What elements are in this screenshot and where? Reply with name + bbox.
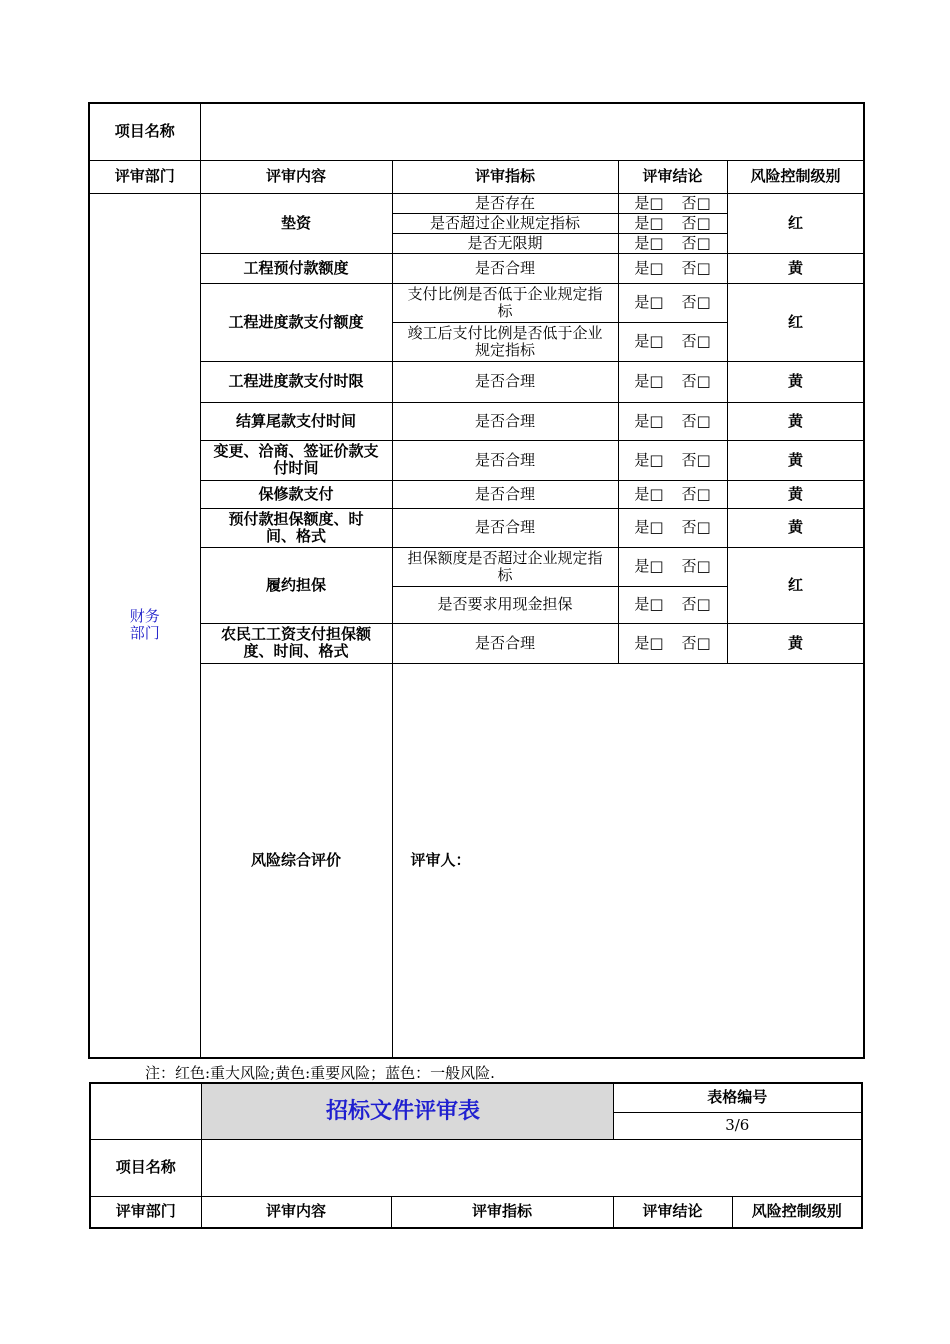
content-performance-guarantee: 履约担保	[200, 547, 392, 623]
indicator: 是否无限期	[392, 233, 618, 253]
reviewer-label: 评审人：	[410, 850, 471, 869]
summary-label: 风险综合评价	[200, 663, 392, 1058]
col-header-dept: 评审部门	[90, 1196, 201, 1228]
form-no-label: 表格编号	[613, 1083, 862, 1112]
risk-level: 红	[727, 547, 864, 623]
col-header-conclusion: 评审结论	[613, 1196, 732, 1228]
conclusion-checkbox[interactable]: 是□ 否□	[618, 253, 727, 283]
indicator: 是否合理	[392, 480, 618, 508]
bid-document-review-table	[89, 1082, 863, 1229]
logo-cell	[90, 1083, 201, 1139]
indicator: 是否要求用现金担保	[392, 586, 618, 623]
conclusion-checkbox[interactable]: 是□ 否□	[618, 440, 727, 480]
conclusion-checkbox[interactable]: 是□ 否□	[618, 322, 727, 361]
content-prepayment-guarantee: 预付款担保额度、时间、格式	[200, 508, 392, 547]
conclusion-checkbox[interactable]: 是□ 否□	[618, 623, 727, 663]
department-finance: 财务部门	[89, 193, 200, 1058]
content-progress-payment-time: 工程进度款支付时限	[200, 361, 392, 402]
content-progress-payment-amount: 工程进度款支付额度	[200, 283, 392, 361]
project-name-value[interactable]	[200, 103, 864, 160]
project-name-label: 项目名称	[89, 103, 200, 160]
form-no-value: 3/6	[613, 1112, 862, 1139]
conclusion-checkbox[interactable]: 是□ 否□	[618, 508, 727, 547]
conclusion-checkbox[interactable]: 是□ 否□	[618, 480, 727, 508]
indicator: 是否合理	[392, 253, 618, 283]
col-header-dept: 评审部门	[89, 160, 200, 193]
col-header-risk-level: 风险控制级别	[727, 160, 864, 193]
conclusion-checkbox[interactable]: 是□ 否□	[618, 402, 727, 440]
risk-level: 红	[727, 193, 864, 253]
risk-level: 黄	[727, 623, 864, 663]
summary-signature-area[interactable]	[392, 663, 864, 1058]
risk-level: 红	[727, 283, 864, 361]
col-header-content: 评审内容	[200, 160, 392, 193]
risk-color-note: 注：红色:重大风险;黄色:重要风险；蓝色：一般风险.	[145, 1064, 495, 1082]
risk-level: 黄	[727, 402, 864, 440]
conclusion-checkbox[interactable]: 是□ 否□	[618, 233, 727, 253]
conclusion-checkbox[interactable]: 是□ 否□	[618, 547, 727, 586]
conclusion-checkbox[interactable]: 是□ 否□	[618, 283, 727, 322]
indicator: 是否合理	[392, 623, 618, 663]
conclusion-checkbox[interactable]: 是□ 否□	[618, 361, 727, 402]
col-header-indicator: 评审指标	[391, 1196, 613, 1228]
indicator: 是否合理	[392, 440, 618, 480]
conclusion-checkbox[interactable]: 是□ 否□	[618, 586, 727, 623]
content-wage-guarantee: 农民工工资支付担保额度、时间、格式	[200, 623, 392, 663]
indicator: 是否合理	[392, 361, 618, 402]
indicator: 竣工后支付比例是否低于企业规定指标	[392, 322, 618, 361]
conclusion-checkbox[interactable]: 是□ 否□	[618, 213, 727, 233]
conclusion-checkbox[interactable]: 是□ 否□	[618, 193, 727, 213]
indicator: 担保额度是否超过企业规定指标	[392, 547, 618, 586]
risk-level: 黄	[727, 508, 864, 547]
indicator: 是否存在	[392, 193, 618, 213]
content-warranty-payment: 保修款支付	[200, 480, 392, 508]
content-prepayment: 工程预付款额度	[200, 253, 392, 283]
project-name-value[interactable]	[201, 1139, 862, 1196]
content-advance-funding: 垫资	[200, 193, 392, 253]
review-table-finance	[88, 102, 865, 1059]
col-header-indicator: 评审指标	[392, 160, 618, 193]
indicator: 是否超过企业规定指标	[392, 213, 618, 233]
indicator: 是否合理	[392, 402, 618, 440]
risk-level: 黄	[727, 253, 864, 283]
indicator: 支付比例是否低于企业规定指标	[392, 283, 618, 322]
content-final-payment-time: 结算尾款支付时间	[200, 402, 392, 440]
risk-level: 黄	[727, 440, 864, 480]
risk-level: 黄	[727, 480, 864, 508]
indicator: 是否合理	[392, 508, 618, 547]
form-title: 招标文件评审表	[201, 1083, 613, 1139]
col-header-content: 评审内容	[201, 1196, 391, 1228]
risk-level: 黄	[727, 361, 864, 402]
col-header-risk-level: 风险控制级别	[732, 1196, 862, 1228]
content-change-payment-time: 变更、洽商、签证价款支付时间	[200, 440, 392, 480]
col-header-conclusion: 评审结论	[618, 160, 727, 193]
project-name-label: 项目名称	[90, 1139, 201, 1196]
